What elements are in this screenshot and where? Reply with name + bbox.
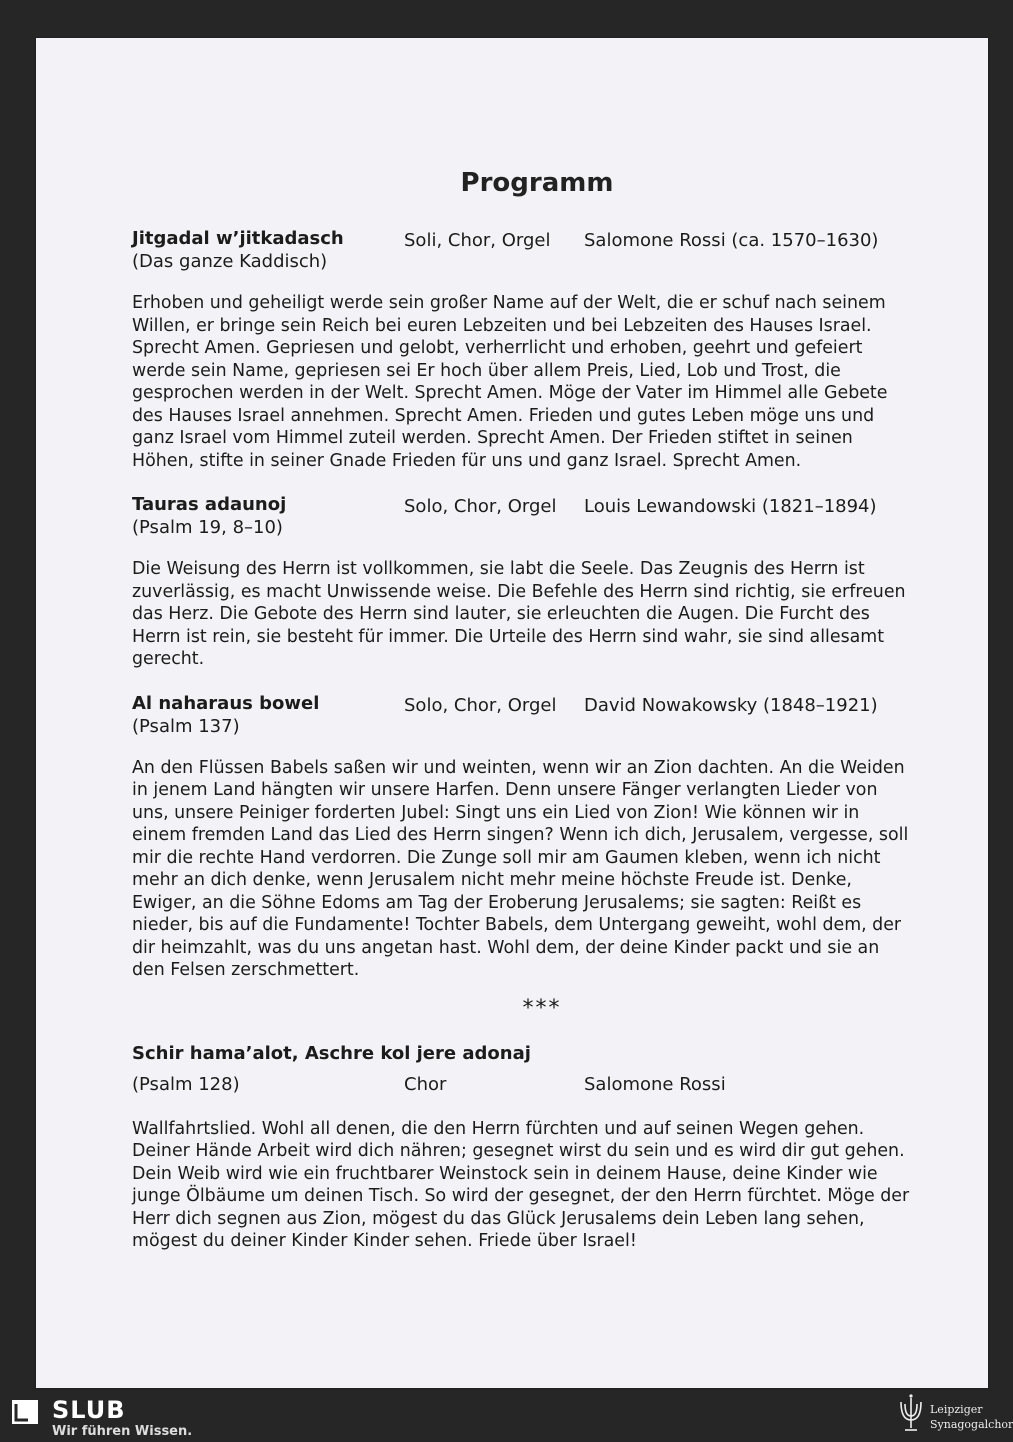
program-piece [132, 228, 912, 472]
program-piece-final [132, 1043, 912, 1253]
piece-text: Wallfahrtslied. Wohl all denen, die den Herrn fürchten und auf seinen Wegen gehen. Deiner Hände Arbeit wird dich nähren; gesegnet wirst du sein und es wird dir gut gehen. Dein Weib wird wie ein fruchtbarer Weinstock sein in deinem Hause, deine Kinder wie junge Ölbäume um deinen Tisch. So wird der gesegnet, der den Herrn fürchtet. Möge der Herr dich segnen aus Zion, mögest du das Glück Jerusalems dein Leben lang sehen, mögest du deiner Kinder Kinder sehen. Friede über Israel! [132, 1118, 910, 1251]
section-separator: *** [522, 995, 562, 1021]
program-piece [132, 494, 912, 671]
piece-performers: Chor [404, 1073, 447, 1095]
slub-name: SLUB [52, 1396, 126, 1424]
piece-header [132, 693, 912, 739]
piece-subtitle: (Das ganze Kaddisch) [132, 251, 328, 272]
program-piece [132, 693, 912, 982]
slub-book-icon [10, 1398, 40, 1426]
piece-composer: Salomone Rossi [584, 1073, 726, 1095]
menorah-icon [896, 1392, 926, 1434]
choir-name-line2: Synagogalchor [930, 1418, 1013, 1431]
piece-subtitle: (Psalm 128) [132, 1073, 240, 1095]
slub-tagline: Wir führen Wissen. [52, 1424, 193, 1439]
page-title: Programm [460, 168, 614, 198]
piece-subtitle: (Psalm 19, 8–10) [132, 517, 283, 538]
piece-composer: David Nowakowsky (1848–1921) [584, 694, 878, 716]
piece-title: Al naharaus bowel [132, 692, 320, 714]
piece-subtitle: (Psalm 137) [132, 715, 240, 737]
piece-performers: Solo, Chor, Orgel [404, 496, 557, 517]
choir-name-line1: Leipziger [930, 1403, 983, 1416]
piece-text: Erhoben und geheiligt werde sein großer Name auf der Welt, die er schuf nach seinem Willen, er bringe sein Reich bei euren Lebzeiten und bei Lebzeiten des Hauses Israel. Sprecht Amen. Gepriesen und gelobt, verherrlicht und erhoben, geehrt und gefeiert werde sein Name, gepriesen sei Er hoch über allem Preis, Lied, Lob und Trost, die gesprochen werden in der Welt. Sprecht Amen. Möge der Vater im Himmel alle Gebete des Hauses Israel annehmen. Sprecht Amen. Frieden und gutes Leben möge uns und ganz Israel vom Himmel zuteil werden. Sprecht Amen. Der Frieden stiftet in seinen Höhen, stifte in seiner Gnade Frieden für uns und ganz Israel. Sprecht Amen. [132, 293, 888, 471]
choir-name [930, 1402, 1013, 1432]
piece-title: Tauras adaunoj [132, 494, 287, 515]
piece-header [132, 494, 912, 540]
document-page [36, 38, 988, 1388]
piece-composer: Louis Lewandowski (1821–1894) [584, 496, 877, 517]
piece-info-row [132, 1074, 912, 1100]
piece-header [132, 228, 912, 274]
piece-text: An den Flüssen Babels saßen wir und weinten, wenn wir an Zion dachten. An die Weiden in jenem Land hängten wir unsere Harfen. Denn unsere Fänger verlangten Lieder von uns, unsere Peiniger forderten Jubel: Singt uns ein Lied von Zion! Wie können wir in einem fremden Land das Lied des Herrn singen? Wenn ich dich, Jerusalem, vergesse, soll mir die rechte Hand verdorren. Die Zunge soll mir am Gaumen kleben, wenn ich nicht mehr an dich denke, wenn Jerusalem nicht mehr meine höchste Freude ist. Denke, Ewiger, an die Söhne Edoms am Tag der Eroberung Jerusalems; sie sagten: Reißt es nieder, bis auf die Fundamente! Tochter Babels, dem Untergang geweiht, wohl dem, der dir heimzahlt, was du uns angetan hast. Wohl dem, der deine Kinder packt und sie an den Felsen zerschmettert. [132, 757, 909, 980]
piece-text: Die Weisung des Herrn ist vollkommen, sie labt die Seele. Das Zeugnis des Herrn ist zuverlässig, es macht Unwissende weise. Die Befehle des Herrn sind richtig, sie erfreuen das Herz. Die Gebote des Herrn sind lauter, sie erleuchten die Augen. Die Furcht des Herrn ist rein, sie besteht für immer. Die Urteile des Herrn sind wahr, sie sind allesamt gerecht. [132, 559, 906, 669]
piece-title: Jitgadal w’jitkadasch [132, 228, 344, 249]
piece-performers: Soli, Chor, Orgel [404, 230, 551, 251]
page-content [132, 168, 912, 1275]
piece-composer: Salomone Rossi (ca. 1570–1630) [584, 230, 879, 251]
piece-title: Schir hama’alot, Aschre kol jere adonaj [132, 1042, 531, 1064]
piece-performers: Solo, Chor, Orgel [404, 694, 557, 716]
viewer-footer [0, 1390, 1013, 1442]
